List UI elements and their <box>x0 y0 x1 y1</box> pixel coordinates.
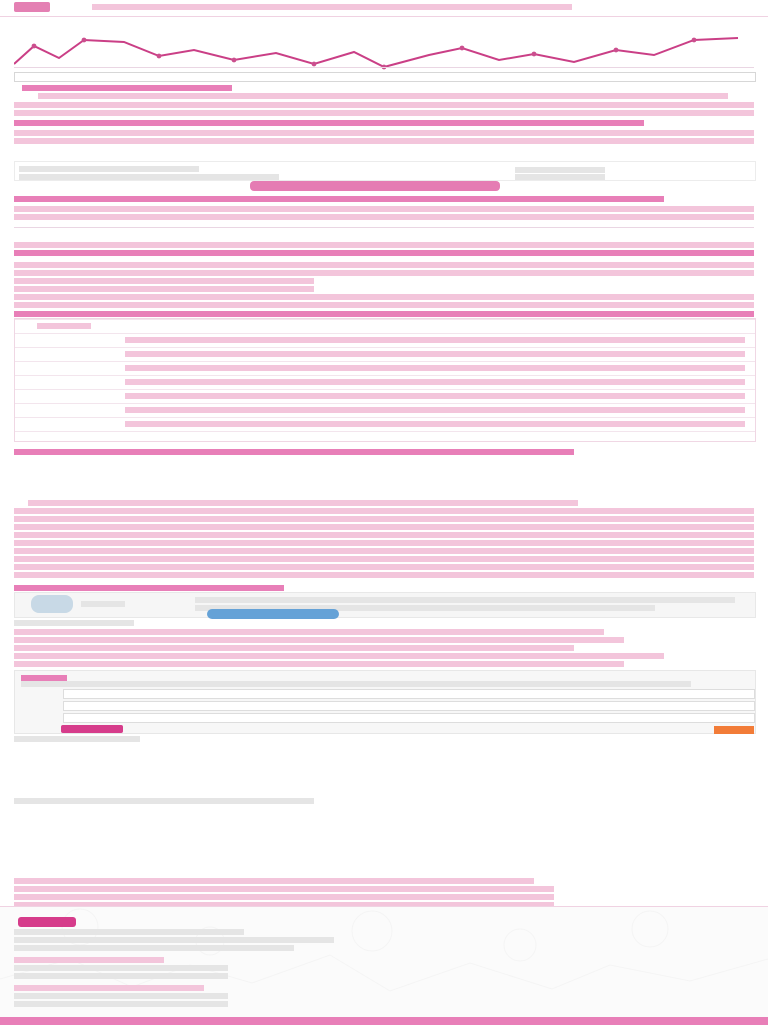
news-link[interactable] <box>14 894 554 900</box>
paragraph-line <box>14 532 754 538</box>
table-cell <box>125 365 745 371</box>
logo-icon[interactable] <box>14 2 50 12</box>
related-link[interactable] <box>14 653 664 659</box>
table-cell <box>125 337 745 343</box>
search-select[interactable] <box>515 167 605 173</box>
hero-point <box>157 54 162 59</box>
footer <box>0 906 768 1025</box>
footer-link[interactable] <box>14 937 334 943</box>
hero-point <box>460 46 465 51</box>
paragraph-line <box>14 262 754 268</box>
paragraph-line <box>14 110 754 116</box>
divider <box>14 227 754 228</box>
news-heading <box>14 878 534 884</box>
list-item <box>14 286 314 292</box>
paragraph-line <box>14 138 754 144</box>
section-heading <box>14 449 574 455</box>
hero-point <box>312 62 317 67</box>
paragraph-line <box>14 540 754 546</box>
news-link[interactable] <box>14 886 554 892</box>
top-header <box>0 0 768 17</box>
table-cell <box>125 421 745 427</box>
table-cell <box>125 379 745 385</box>
paragraph-line <box>14 548 754 554</box>
name-field[interactable] <box>63 701 755 711</box>
table-cell <box>125 351 745 357</box>
email-field[interactable] <box>63 713 755 723</box>
paragraph-line <box>14 302 754 308</box>
paragraph-line <box>14 508 754 514</box>
related-link[interactable] <box>14 645 574 651</box>
footer-heading <box>14 957 164 963</box>
paragraph-line <box>14 214 754 220</box>
tools-heading <box>14 736 140 742</box>
paragraph-line <box>14 270 754 276</box>
meaning-table <box>14 318 756 442</box>
footer-link[interactable] <box>14 973 228 979</box>
paragraph-line <box>14 130 754 136</box>
table-cell <box>125 407 745 413</box>
paragraph-line <box>14 556 754 562</box>
paragraph-line <box>14 242 754 248</box>
related-link[interactable] <box>14 661 624 667</box>
search-form[interactable] <box>14 161 756 181</box>
section-heading <box>14 120 644 126</box>
paragraph-line <box>14 572 754 578</box>
table-cell <box>37 323 91 329</box>
logo-icon[interactable] <box>18 917 76 927</box>
quote-line <box>28 500 578 506</box>
list-item <box>14 278 314 284</box>
related-link[interactable] <box>14 629 604 635</box>
footer-link[interactable] <box>14 993 228 999</box>
hero-point <box>614 48 619 53</box>
footer-link[interactable] <box>14 945 294 951</box>
section-heading <box>22 85 232 91</box>
footer-link[interactable] <box>14 1001 228 1007</box>
section-heading <box>14 311 754 317</box>
formula-line <box>14 250 754 256</box>
paragraph-line <box>14 102 754 108</box>
footer-link[interactable] <box>14 929 244 935</box>
hero-point <box>532 52 537 57</box>
search-select[interactable] <box>515 174 605 180</box>
hero-point <box>82 38 87 43</box>
hero-point <box>32 44 37 49</box>
search-field-label <box>19 166 199 172</box>
tools-heading <box>14 798 314 804</box>
table-row <box>15 319 755 334</box>
table-cell <box>125 393 745 399</box>
breadcrumb <box>92 4 572 10</box>
hero-point <box>692 38 697 43</box>
intro-callout <box>38 93 728 99</box>
section-heading <box>14 196 664 202</box>
divider <box>14 67 754 68</box>
search-button[interactable] <box>250 181 500 191</box>
footer-link[interactable] <box>14 965 228 971</box>
hero-illustration <box>14 22 754 78</box>
author-name <box>81 601 125 607</box>
author-bio <box>195 597 735 603</box>
paragraph-line <box>14 516 754 522</box>
related-posts[interactable] <box>14 620 754 664</box>
hero-point <box>232 58 237 63</box>
related-link[interactable] <box>14 637 624 643</box>
footer-heading <box>14 985 204 991</box>
avatar <box>31 595 73 613</box>
paragraph-line <box>14 524 754 530</box>
related-heading <box>14 620 134 626</box>
comment-note <box>21 681 691 687</box>
comment-textarea[interactable] <box>63 689 755 699</box>
paragraph-line <box>14 564 754 570</box>
search-field-label <box>19 174 279 180</box>
paragraph-line <box>14 294 754 300</box>
author-card <box>14 592 756 618</box>
social-icons[interactable] <box>207 609 339 619</box>
paragraph-line <box>14 206 754 212</box>
post-comment-button[interactable] <box>61 725 123 733</box>
table-row <box>15 431 755 446</box>
comment-form[interactable] <box>14 670 756 734</box>
scroll-to-top-button[interactable] <box>714 726 754 734</box>
section-heading <box>14 585 284 591</box>
table-of-contents[interactable] <box>14 72 756 82</box>
